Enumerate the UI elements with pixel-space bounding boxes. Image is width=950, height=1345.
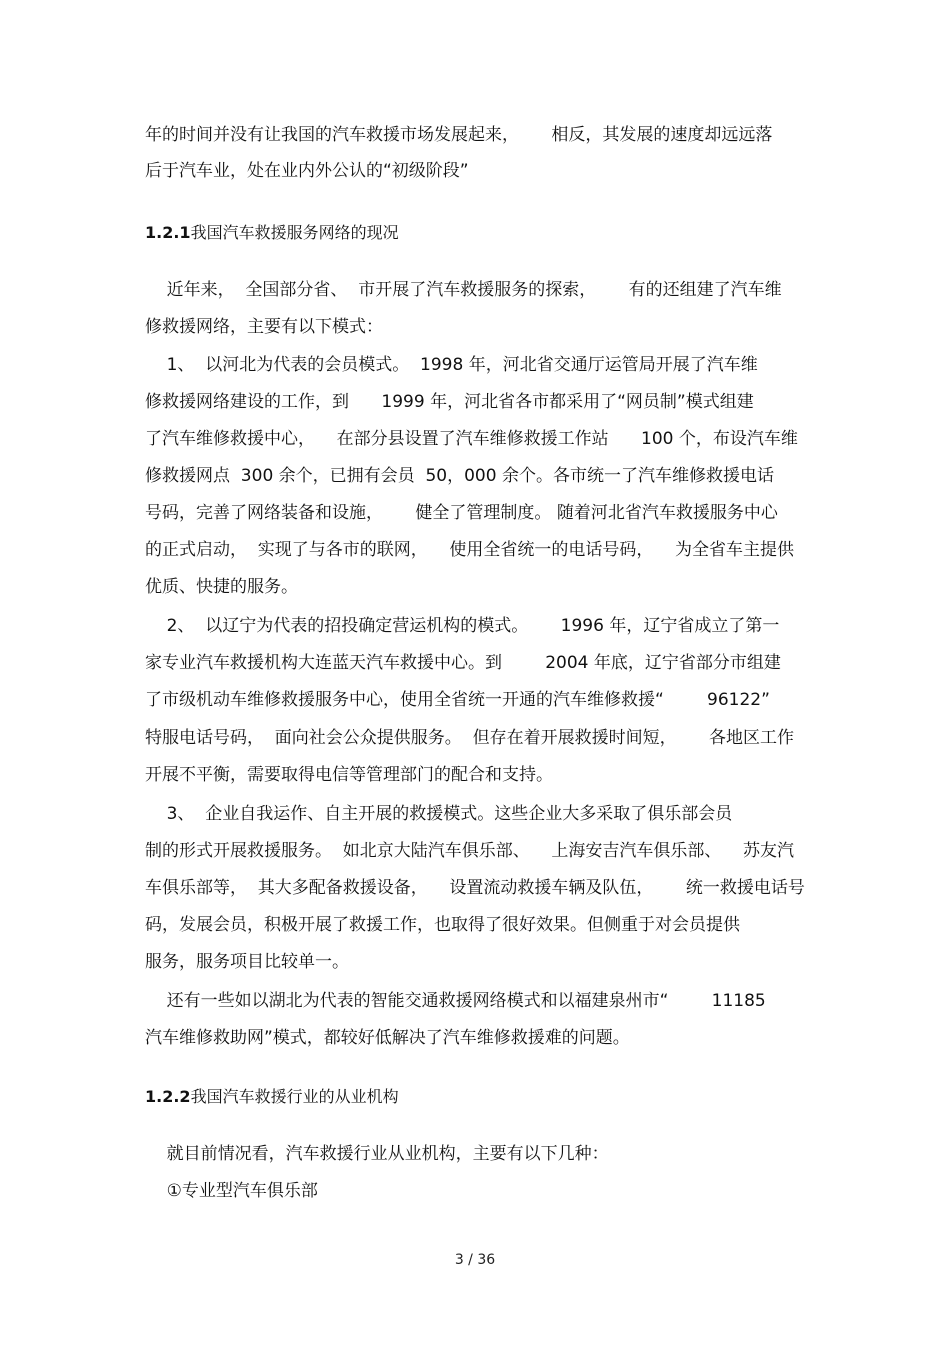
paragraph-line: 修救援网络建设的工作，到 1999 年，河北省各市都采用了“网员制”模式组建	[145, 392, 754, 412]
paragraph-line: 修救援网点 300 余个，已拥有会员 50，000 余个。各市统一了汽车维修救援电话	[145, 466, 774, 486]
paragraph-line: 车俱乐部等， 其大多配备救援设备， 设置流动救援车辆及队伍， 统一救援电话号	[145, 878, 805, 898]
page-number: 3 / 36	[454, 1252, 496, 1268]
paragraph-line: 后于汽车业，处在业内外公认的“初级阶段”	[145, 161, 469, 181]
paragraph-line: 服务，服务项目比较单一。	[145, 952, 349, 972]
paragraph-line: 就目前情况看，汽车救援行业从业机构，主要有以下几种：	[145, 1144, 609, 1164]
section-title: 我国汽车救援行业的从业机构	[190, 1087, 399, 1106]
paragraph-line: 了汽车维修救援中心， 在部分县设置了汽车维修救援工作站 100 个，布设汽车维	[145, 429, 798, 449]
paragraph-line: 优质、快捷的服务。	[145, 577, 298, 597]
paragraph-line: 汽车维修救助网”模式，都较好低解决了汽车维修救援难的问题。	[145, 1028, 630, 1048]
paragraph-line: 码，发展会员，积极开展了救援工作，也取得了很好效果。但侧重于对会员提供	[145, 915, 740, 935]
paragraph-line: 家专业汽车救援机构大连蓝天汽车救援中心。到 2004 年底，辽宁省部分市组建	[145, 653, 781, 673]
paragraph-line: 了市级机动车维修救援服务中心，使用全省统一开通的汽车维修救援“ 96122”	[145, 690, 770, 710]
section-title: 我国汽车救援服务网络的现况	[190, 223, 399, 242]
paragraph-line: 特服电话号码， 面向社会公众提供服务。 但存在着开展救援时间短， 各地区工作	[145, 728, 795, 748]
paragraph-line: 近年来， 全国部分省、 市开展了汽车救援服务的探索， 有的还组建了汽车维	[145, 280, 782, 300]
paragraph-line: 还有一些如以湖北为代表的智能交通救援网络模式和以福建泉州市“ 11185	[145, 991, 766, 1011]
list-item: ①专业型汽车俱乐部	[145, 1181, 318, 1201]
paragraph-line: 号码，完善了网络装备和设施， 健全了管理制度。 随着河北省汽车救援服务中心	[145, 503, 778, 523]
section-number: 1.2.2	[145, 1087, 191, 1106]
section-number: 1.2.1	[145, 223, 191, 242]
section-heading-1-2-2	[145, 1086, 399, 1108]
paragraph-line: 制的形式开展救援服务。 如北京大陆汽车俱乐部、 上海安吉汽车俱乐部、 苏友汽	[145, 841, 795, 861]
paragraph-line: 开展不平衡，需要取得电信等管理部门的配合和支持。	[145, 765, 553, 785]
paragraph-line: 2、 以辽宁为代表的招投确定营运机构的模式。 1996 年，辽宁省成立了第一	[145, 616, 780, 636]
paragraph-line: 的正式启动， 实现了与各市的联网， 使用全省统一的电话号码， 为全省车主提供	[145, 540, 795, 560]
paragraph-line: 3、 企业自我运作、自主开展的救援模式。这些企业大多采取了俱乐部会员	[145, 804, 733, 824]
paragraph-line: 修救援网络，主要有以下模式：	[145, 317, 383, 337]
paragraph-line: 1、 以河北为代表的会员模式。 1998 年，河北省交通厅运管局开展了汽车维	[145, 355, 758, 375]
section-heading-1-2-1	[145, 222, 399, 244]
paragraph-line: 年的时间并没有让我国的汽车救援市场发展起来， 相反，其发展的速度却远远落	[145, 125, 773, 145]
